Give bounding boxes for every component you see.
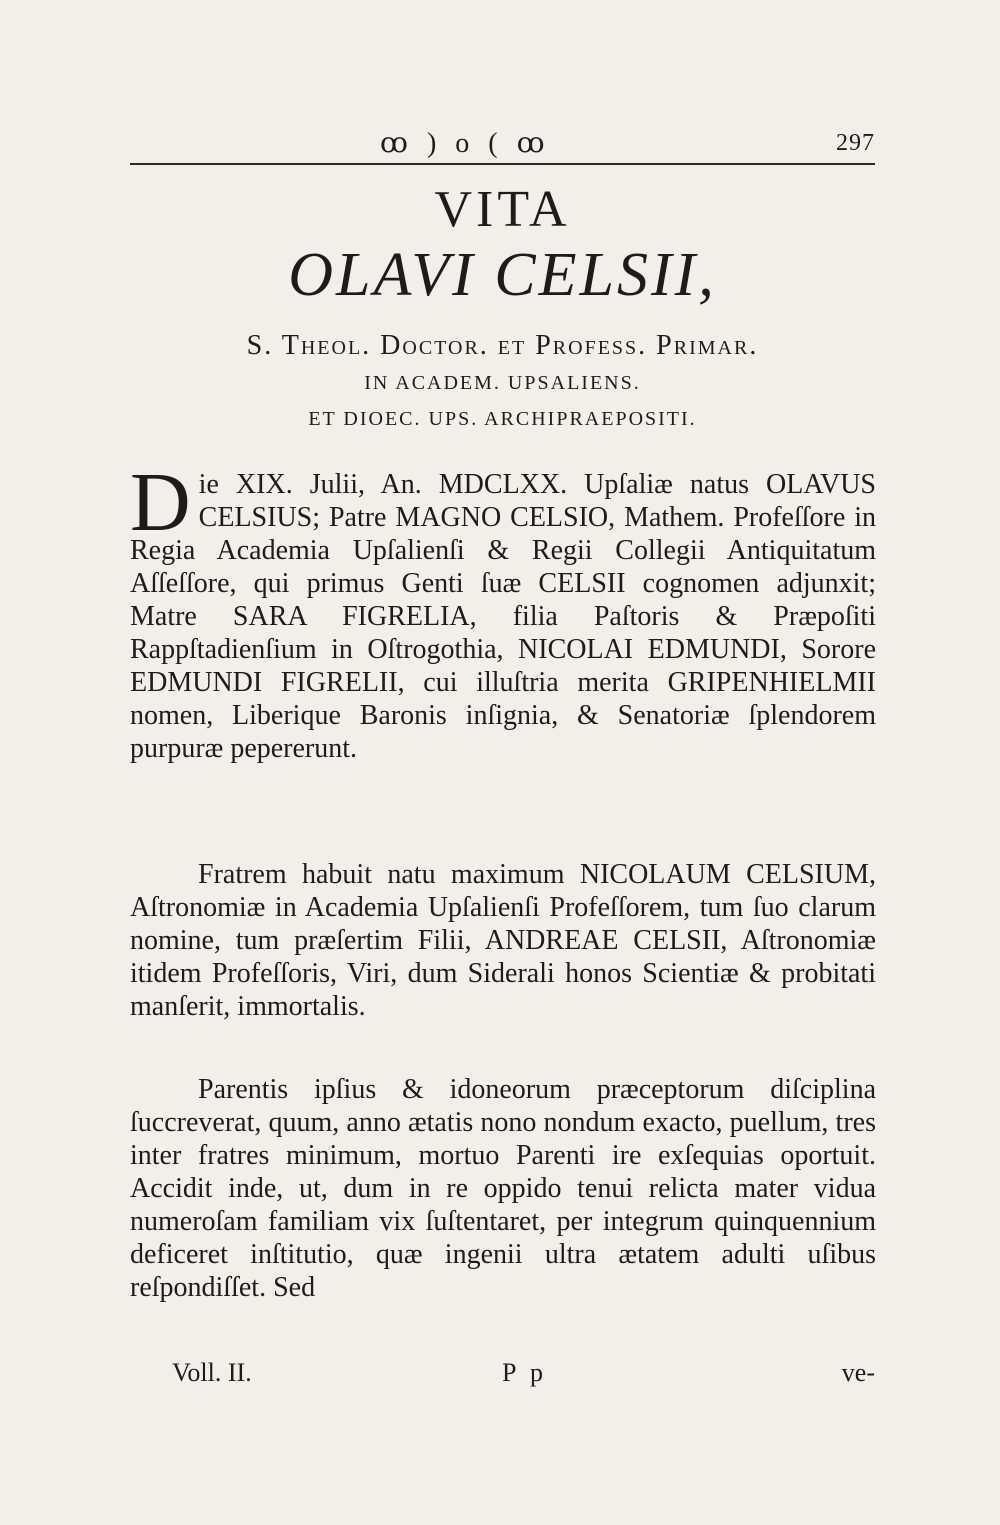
dedication-line-3: ET DIOEC. UPS. ARCHIPRAEPOSITI. bbox=[308, 408, 697, 430]
volume-label: Voll. II. bbox=[172, 1358, 252, 1387]
page-subtitle: OLAVI CELSII, bbox=[288, 241, 717, 309]
page-footer bbox=[130, 1358, 875, 1398]
paragraph-2: Fratrem habuit natu maximum NICOLAUM CELSIUM, Aſtronomiæ in Academia Upſalienſi Profeſſorem, tum ſuo clarum nomine, tum præſertim Filii, ANDREAE CELSII, Aſtronomiæ itidem Profeſſoris, Viri, dum Siderali honos Scientiæ & probitati manſerit, immortalis. bbox=[130, 859, 876, 1022]
dedication-line-2: IN ACADEM. UPSALIENS. bbox=[364, 372, 641, 394]
signature-mark: P p bbox=[502, 1358, 547, 1387]
page-number: 297 bbox=[836, 130, 875, 156]
dedication-line-1: S. Theol. Doctor. et Profess. Primar. bbox=[246, 330, 759, 361]
paragraph-3: Parentis ipſius & idoneorum præceptorum diſciplina ſuccreverat, quum, anno ætatis nono nondum exacto, puellum, tres inter fratres minimum, mortuo Parenti ire exſequias oportuit. Accidit inde, ut, dum in re oppido tenui relicta mater vidua numeroſam familiam vix ſuſtentaret, per integrum quinquennium deficeret inſtitutio, quæ ingenii ultra ætatem adulti uſibus reſpondiſſet. Sed bbox=[130, 1074, 876, 1303]
catchword: ve- bbox=[841, 1358, 875, 1387]
paragraph-1-text: ie XIX. Julii, An. MDCLXX. Upſaliæ natus OLAVUS CELSIUS; Patre MAGNO CELSIO, Mathem. Profeſſore in Regia Academia Upſalienſi & Regii Collegii Antiquitatum Aſſeſſore, qui primus Genti ſuæ CELSII cognomen adjunxit; Matre SARA FIGRELIA, filia Paſtoris & Præpoſiti Rappſtadienſium in Oſtrogothia, NICOLAI EDMUNDI, Sorore EDMUNDI FIGRELII, cui illuſtria merita GRIPENHIELMII nomen, Liberique Baronis inſignia, & Senatoriæ ſplendorem purpuræ pepererunt. bbox=[130, 469, 876, 764]
paragraph-1 bbox=[130, 456, 876, 765]
running-header bbox=[130, 120, 875, 160]
page-title: VITA bbox=[434, 181, 571, 238]
header-ornament: ꝏ ) o ( ꝏ bbox=[380, 128, 551, 159]
drop-cap: D bbox=[130, 456, 191, 549]
header-rule bbox=[130, 163, 875, 165]
